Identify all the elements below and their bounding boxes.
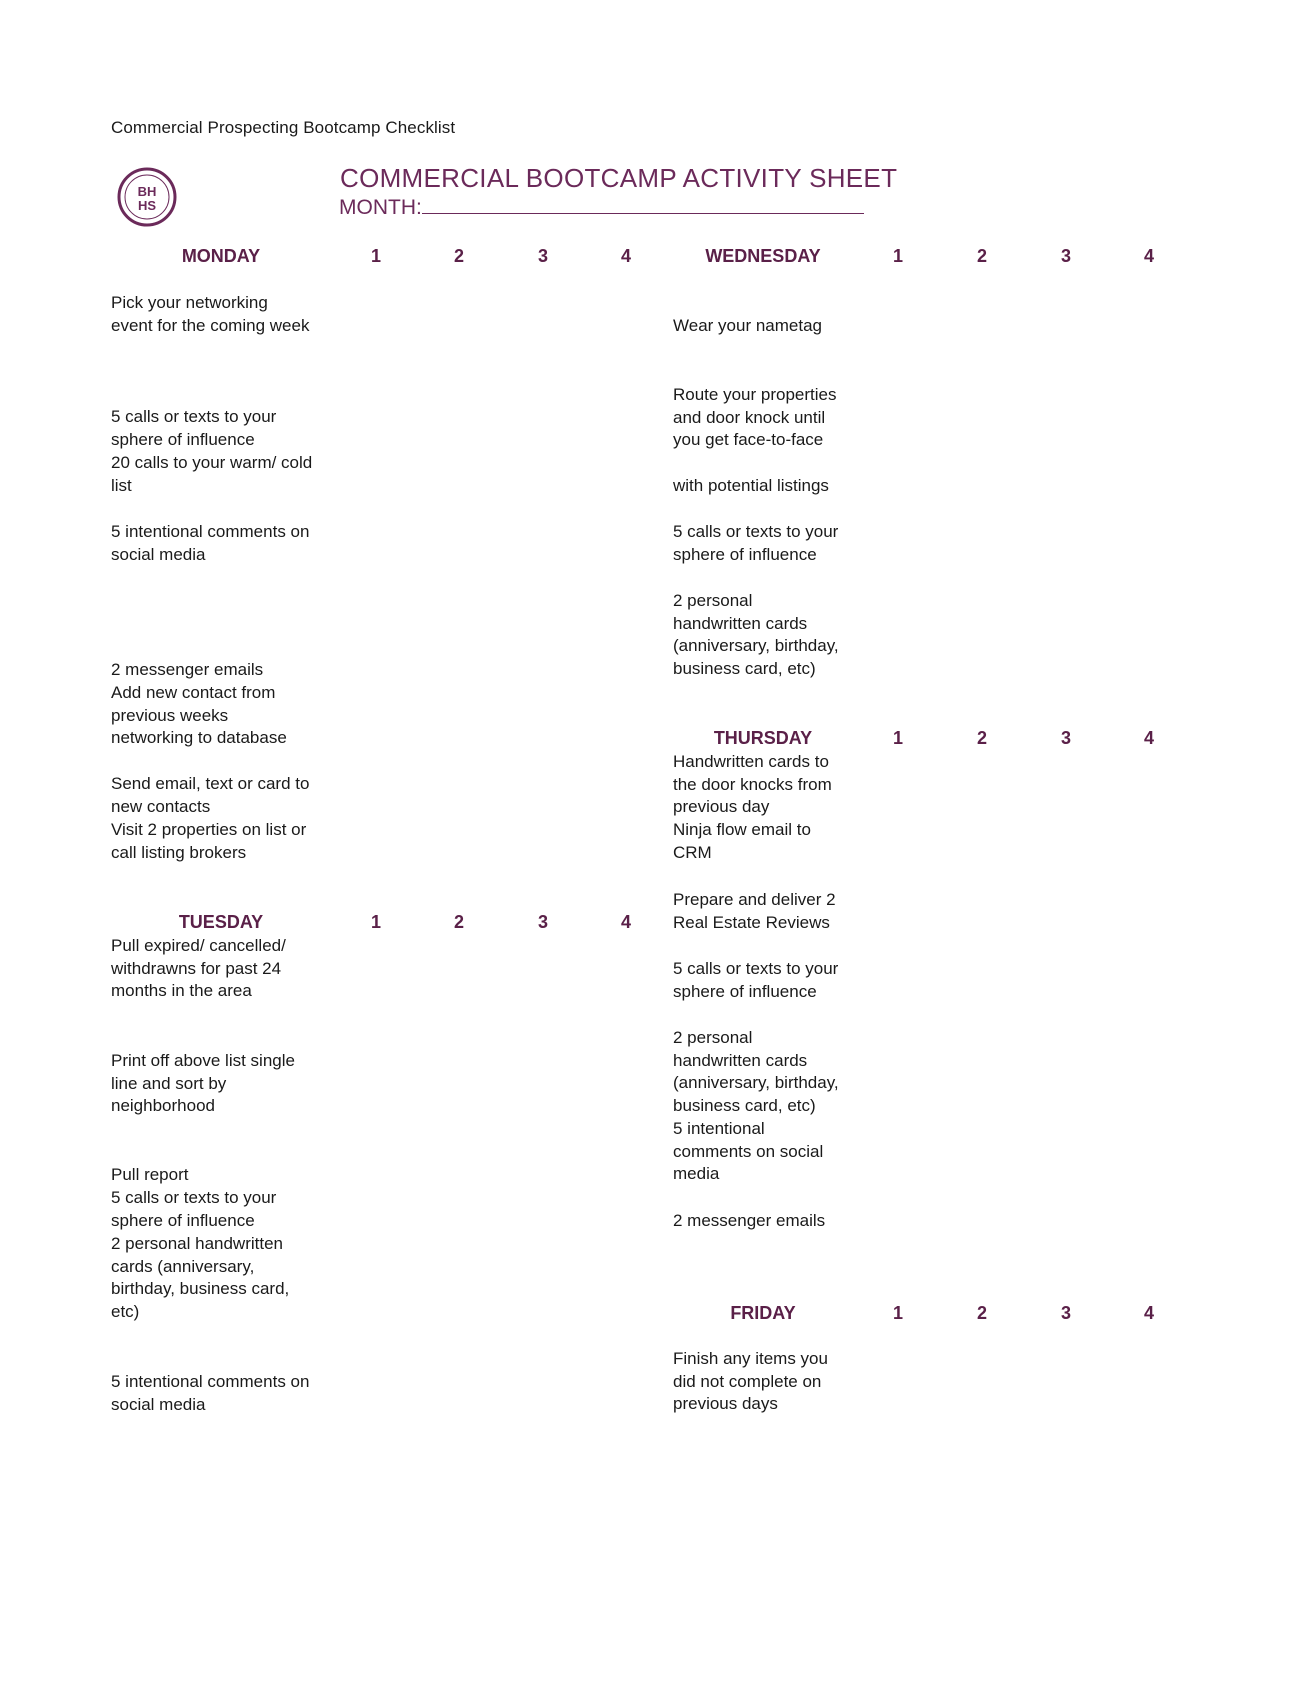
task-item: Handwritten cards to the door knocks from previous day bbox=[673, 752, 832, 816]
week-col-4: 4 bbox=[1143, 246, 1154, 266]
task-item: 5 calls or texts to your sphere of influence bbox=[111, 407, 277, 449]
week-col-2: 2 bbox=[976, 728, 987, 748]
svg-text:BH: BH bbox=[137, 184, 157, 199]
week-col-3: 3 bbox=[1060, 246, 1071, 266]
week-col-3: 3 bbox=[1060, 728, 1071, 748]
task-item: 2 personal handwritten cards (anniversary, birthday, business card, etc) bbox=[111, 1234, 290, 1321]
week-col-4: 4 bbox=[1143, 1303, 1154, 1323]
task-item: with potential listings bbox=[673, 476, 829, 495]
task-item: 5 calls or texts to your sphere of influence bbox=[673, 959, 839, 1001]
task-item: 5 calls or texts to your sphere of influence bbox=[673, 522, 839, 564]
bhhs-logo bbox=[116, 166, 178, 228]
task-item: Pull report bbox=[111, 1165, 189, 1184]
task-item: Wear your nametag bbox=[673, 316, 822, 335]
week-col-1: 1 bbox=[892, 728, 903, 748]
task-item: 5 calls or texts to your sphere of influence bbox=[111, 1188, 277, 1230]
task-item: Pull expired/ cancelled/ withdrawns for past 24 months in the area bbox=[111, 936, 286, 1000]
week-col-1: 1 bbox=[370, 912, 381, 932]
task-item: 2 personal handwritten cards (anniversary, birthday, business card, etc) bbox=[673, 1028, 839, 1115]
task-item: 2 messenger emails bbox=[673, 1211, 826, 1230]
task-item: 5 intentional comments on social media bbox=[111, 1372, 310, 1414]
task-item: Pick your networking event for the coming week bbox=[111, 293, 310, 335]
day-heading-tuesday: TUESDAY bbox=[178, 912, 264, 932]
task-item: 5 intentional comments on social media bbox=[111, 522, 310, 564]
task-item: 5 intentional comments on social media bbox=[673, 1119, 824, 1183]
week-col-2: 2 bbox=[453, 912, 464, 932]
task-item: Visit 2 properties on list or call listing brokers bbox=[111, 820, 307, 862]
day-heading-thursday: THURSDAY bbox=[713, 728, 813, 748]
week-col-1: 1 bbox=[370, 246, 381, 266]
task-item: 20 calls to your warm/ cold list bbox=[111, 453, 313, 495]
task-item: 2 messenger emails bbox=[111, 660, 264, 679]
week-col-3: 3 bbox=[537, 912, 548, 932]
week-col-4: 4 bbox=[1143, 728, 1154, 748]
day-heading-friday: FRIDAY bbox=[730, 1303, 796, 1323]
task-item: Add new contact from previous weeks networking to database bbox=[111, 683, 287, 747]
week-col-4: 4 bbox=[620, 246, 631, 266]
month-blank-line[interactable] bbox=[422, 197, 864, 214]
month-label: MONTH: bbox=[339, 196, 422, 219]
month-field bbox=[339, 196, 864, 220]
document-title: Commercial Prospecting Bootcamp Checklist bbox=[111, 118, 456, 137]
svg-text:HS: HS bbox=[137, 198, 157, 213]
task-item: Route your properties and door knock until you get face-to-face bbox=[673, 385, 837, 449]
week-col-2: 2 bbox=[976, 246, 987, 266]
week-col-2: 2 bbox=[976, 1303, 987, 1323]
week-col-2: 2 bbox=[453, 246, 464, 266]
task-item: 2 personal handwritten cards (anniversary, birthday, business card, etc) bbox=[673, 591, 839, 678]
sheet-title: COMMERCIAL BOOTCAMP ACTIVITY SHEET bbox=[340, 163, 898, 193]
task-item: Ninja flow email to CRM bbox=[673, 820, 811, 862]
week-col-3: 3 bbox=[1060, 1303, 1071, 1323]
week-col-4: 4 bbox=[620, 912, 631, 932]
task-item: Finish any items you did not complete on previous days bbox=[673, 1349, 828, 1413]
task-item: Print off above list single line and sort by neighborhood bbox=[111, 1051, 295, 1115]
task-item: Prepare and deliver 2 Real Estate Reviews bbox=[673, 890, 836, 932]
week-col-3: 3 bbox=[537, 246, 548, 266]
day-heading-wednesday: WEDNESDAY bbox=[705, 246, 821, 266]
week-col-1: 1 bbox=[892, 246, 903, 266]
week-col-1: 1 bbox=[892, 1303, 903, 1323]
task-item: Send email, text or card to new contacts bbox=[111, 774, 310, 816]
day-heading-monday: MONDAY bbox=[181, 246, 261, 266]
